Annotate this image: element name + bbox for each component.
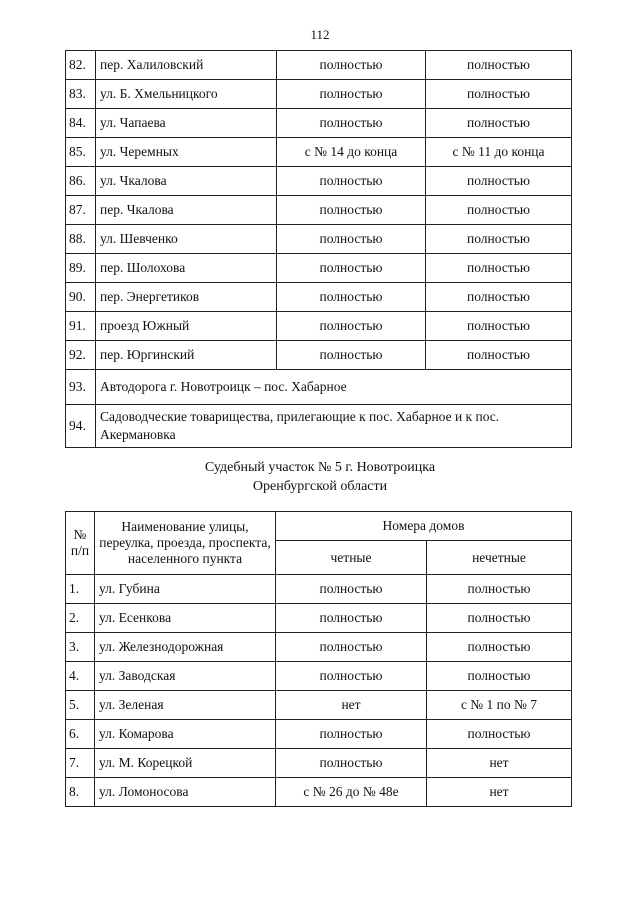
street-name: ул. Комарова bbox=[95, 720, 276, 749]
row-number: 4. bbox=[66, 662, 95, 691]
table-row bbox=[66, 370, 572, 405]
even-houses: полностью bbox=[276, 662, 427, 691]
table-row bbox=[66, 778, 572, 807]
odd-houses: полностью bbox=[427, 633, 572, 662]
even-houses: полностью bbox=[277, 109, 426, 138]
table-row bbox=[66, 283, 572, 312]
even-houses: полностью bbox=[277, 225, 426, 254]
street-name: ул. Есенкова bbox=[95, 604, 276, 633]
header-number: № п/п bbox=[66, 512, 95, 575]
even-houses: нет bbox=[276, 691, 427, 720]
street-name: ул. Чкалова bbox=[96, 167, 277, 196]
even-houses: полностью bbox=[276, 604, 427, 633]
row-number: 84. bbox=[66, 109, 96, 138]
street-name: пер. Чкалова bbox=[96, 196, 277, 225]
odd-houses: полностью bbox=[426, 254, 572, 283]
table-row bbox=[66, 341, 572, 370]
table-row bbox=[66, 662, 572, 691]
street-name: ул. Шевченко bbox=[96, 225, 277, 254]
streets-table-continued bbox=[65, 50, 572, 448]
street-name: ул. Чапаева bbox=[96, 109, 277, 138]
even-houses: с № 14 до конца bbox=[277, 138, 426, 167]
table-row bbox=[66, 196, 572, 225]
row-number: 90. bbox=[66, 283, 96, 312]
row-number: 1. bbox=[66, 575, 95, 604]
street-name: пер. Халиловский bbox=[96, 51, 277, 80]
row-number: 91. bbox=[66, 312, 96, 341]
odd-houses: полностью bbox=[426, 225, 572, 254]
table-row bbox=[66, 138, 572, 167]
even-houses: полностью bbox=[276, 575, 427, 604]
page-number: 112 bbox=[310, 27, 330, 42]
even-houses: полностью bbox=[277, 254, 426, 283]
odd-houses: нет bbox=[427, 749, 572, 778]
even-houses: полностью bbox=[277, 341, 426, 370]
table-row bbox=[66, 405, 572, 448]
odd-houses: с № 11 до конца bbox=[426, 138, 572, 167]
even-houses: полностью bbox=[277, 283, 426, 312]
odd-houses: полностью bbox=[427, 662, 572, 691]
table-row bbox=[66, 254, 572, 283]
even-houses: с № 26 до № 48е bbox=[276, 778, 427, 807]
row-number: 89. bbox=[66, 254, 96, 283]
table-row bbox=[66, 749, 572, 778]
row-number: 5. bbox=[66, 691, 95, 720]
street-name: ул. М. Корецкой bbox=[95, 749, 276, 778]
even-houses: полностью bbox=[276, 749, 427, 778]
odd-houses: полностью bbox=[426, 167, 572, 196]
odd-houses: полностью bbox=[426, 341, 572, 370]
odd-houses: полностью bbox=[426, 109, 572, 138]
street-name: ул. Заводская bbox=[95, 662, 276, 691]
odd-houses: полностью bbox=[426, 196, 572, 225]
table-header bbox=[66, 512, 572, 575]
table-row bbox=[66, 691, 572, 720]
street-name: ул. Железнодорожная bbox=[95, 633, 276, 662]
row-number: 93. bbox=[66, 370, 96, 405]
table-row bbox=[66, 51, 572, 80]
row-number: 85. bbox=[66, 138, 96, 167]
row-number: 7. bbox=[66, 749, 95, 778]
street-name: ул. Б. Хмельницкого bbox=[96, 80, 277, 109]
even-houses: полностью bbox=[277, 51, 426, 80]
section-heading-line2: Оренбургской области bbox=[252, 479, 388, 494]
district-5-streets-table-body bbox=[66, 575, 572, 807]
row-number: 86. bbox=[66, 167, 96, 196]
district-5-streets-table bbox=[65, 511, 572, 807]
even-houses: полностью bbox=[276, 720, 427, 749]
even-houses: полностью bbox=[277, 80, 426, 109]
row-number: 2. bbox=[66, 604, 95, 633]
table-row bbox=[66, 312, 572, 341]
odd-houses: нет bbox=[427, 778, 572, 807]
streets-table-continued-body bbox=[66, 51, 572, 448]
street-name: пер. Юргинский bbox=[96, 341, 277, 370]
street-name: ул. Черемных bbox=[96, 138, 277, 167]
header-street-name: Наименование улицы, переулка, проезда, проспекта, населенного пункта bbox=[95, 512, 276, 575]
table-row bbox=[66, 109, 572, 138]
table-row bbox=[66, 575, 572, 604]
street-name: пер. Энергетиков bbox=[96, 283, 277, 312]
street-name: пер. Шолохова bbox=[96, 254, 277, 283]
header-house-numbers: Номера домов bbox=[276, 512, 572, 541]
street-name: Автодорога г. Новотроицк – пос. Хабарное bbox=[96, 370, 572, 405]
even-houses: полностью bbox=[277, 312, 426, 341]
table-row bbox=[66, 633, 572, 662]
odd-houses: полностью bbox=[426, 51, 572, 80]
row-number: 82. bbox=[66, 51, 96, 80]
even-houses: полностью bbox=[276, 633, 427, 662]
row-number: 83. bbox=[66, 80, 96, 109]
even-houses: полностью bbox=[277, 196, 426, 225]
header-odd: нечетные bbox=[427, 541, 572, 575]
section-heading-line1: Судебный участок № 5 г. Новотроицка bbox=[204, 460, 436, 475]
odd-houses: с № 1 по № 7 bbox=[427, 691, 572, 720]
table-row bbox=[66, 167, 572, 196]
row-number: 87. bbox=[66, 196, 96, 225]
street-name: ул. Ломоносова bbox=[95, 778, 276, 807]
row-number: 94. bbox=[66, 405, 96, 448]
header-even: четные bbox=[276, 541, 427, 575]
odd-houses: полностью bbox=[427, 575, 572, 604]
row-number: 88. bbox=[66, 225, 96, 254]
row-number: 6. bbox=[66, 720, 95, 749]
odd-houses: полностью bbox=[426, 312, 572, 341]
street-name: ул. Губина bbox=[95, 575, 276, 604]
table-row bbox=[66, 225, 572, 254]
table-row bbox=[66, 604, 572, 633]
section-heading bbox=[0, 458, 640, 496]
odd-houses: полностью bbox=[426, 80, 572, 109]
row-number: 8. bbox=[66, 778, 95, 807]
street-name: проезд Южный bbox=[96, 312, 277, 341]
street-name: Садоводческие товарищества, прилегающие к пос. Хабарное и к пос. Акермановка bbox=[96, 405, 572, 448]
table-row bbox=[66, 80, 572, 109]
street-name: ул. Зеленая bbox=[95, 691, 276, 720]
odd-houses: полностью bbox=[427, 720, 572, 749]
table-row bbox=[66, 720, 572, 749]
row-number: 92. bbox=[66, 341, 96, 370]
row-number: 3. bbox=[66, 633, 95, 662]
even-houses: полностью bbox=[277, 167, 426, 196]
odd-houses: полностью bbox=[426, 283, 572, 312]
odd-houses: полностью bbox=[427, 604, 572, 633]
